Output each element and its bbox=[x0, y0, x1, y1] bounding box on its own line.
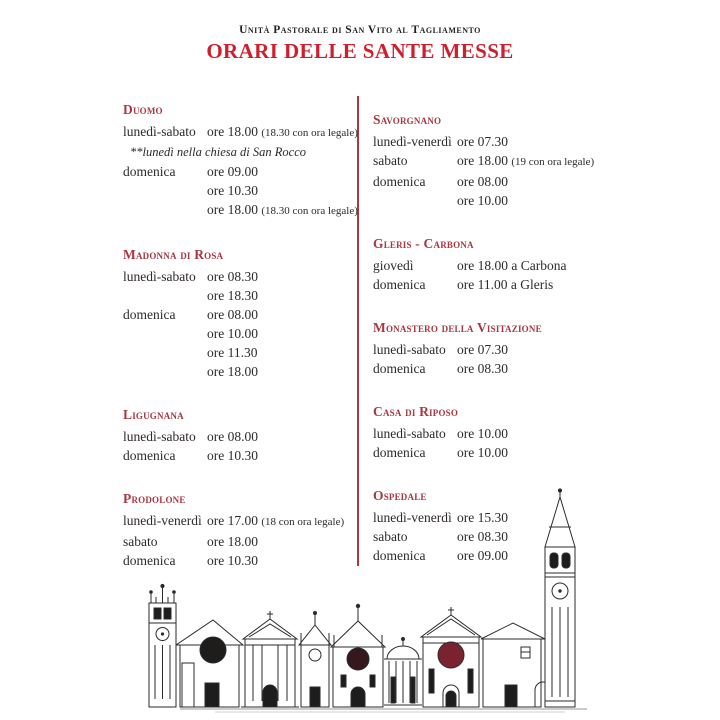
time-value: ore 15.30 bbox=[457, 510, 508, 525]
day-label bbox=[373, 191, 457, 210]
schedule-row bbox=[123, 200, 361, 221]
schedule-row bbox=[123, 162, 361, 181]
day-label: sabato bbox=[123, 534, 158, 549]
day-label: lunedì-venerdì bbox=[373, 134, 452, 149]
time-value: ore 09.00 bbox=[207, 164, 258, 179]
day-label: domenica bbox=[373, 361, 426, 376]
time-value: ore 18.00 (18.30 con ora legale) bbox=[207, 124, 358, 139]
schedule-row bbox=[123, 324, 361, 343]
day-label: lunedì-sabato bbox=[123, 124, 196, 139]
time-note: (18 con ora legale) bbox=[261, 516, 345, 528]
church-section bbox=[123, 247, 361, 381]
schedule-row bbox=[373, 275, 611, 294]
day-label bbox=[123, 343, 207, 362]
schedule-row bbox=[373, 340, 611, 359]
schedule-row bbox=[373, 191, 611, 210]
schedule-row bbox=[123, 427, 361, 446]
time-value: ore 09.00 bbox=[457, 548, 508, 563]
pastoral-unit-subtitle: Unità Pastorale di San Vito al Tagliamento bbox=[239, 24, 481, 36]
time-value: ore 18.00 a Carbona bbox=[457, 258, 567, 273]
schedule-row bbox=[373, 151, 611, 172]
day-label: domenica bbox=[373, 277, 426, 292]
day-label: domenica bbox=[373, 174, 426, 189]
church-section bbox=[123, 102, 361, 221]
schedule-row bbox=[123, 446, 361, 465]
schedule-row bbox=[373, 132, 611, 151]
schedule-row bbox=[373, 256, 611, 275]
church-name-heading: Madonna di Rosa bbox=[123, 247, 224, 262]
day-label: domenica bbox=[123, 553, 176, 568]
time-value: ore 10.00 bbox=[457, 445, 508, 460]
churches-skyline-illustration bbox=[125, 487, 595, 715]
day-label: lunedì-venerdì bbox=[123, 513, 202, 528]
time-value: ore 18.00 bbox=[207, 534, 258, 549]
day-label: giovedì bbox=[373, 258, 414, 273]
day-label: lunedì-sabato bbox=[373, 342, 446, 357]
day-label: domenica bbox=[373, 548, 426, 563]
schedule-row bbox=[123, 267, 361, 286]
church-section bbox=[373, 112, 611, 210]
schedule-row bbox=[123, 305, 361, 324]
schedule-row bbox=[373, 424, 611, 443]
time-value: ore 10.00 bbox=[207, 326, 258, 341]
time-value: ore 10.00 bbox=[457, 426, 508, 441]
day-label: domenica bbox=[123, 448, 176, 463]
church-section bbox=[373, 404, 611, 462]
church-name-heading: Prodolone bbox=[123, 491, 186, 506]
church-name-heading: Ligugnana bbox=[123, 407, 184, 422]
time-value: ore 08.00 bbox=[457, 174, 508, 189]
schedule-row bbox=[123, 181, 361, 200]
time-note: (18.30 con ora legale) bbox=[261, 205, 358, 217]
day-label: domenica bbox=[373, 445, 426, 460]
day-label: domenica bbox=[123, 164, 176, 179]
time-value: ore 18.00 (18.30 con ora legale) bbox=[207, 202, 358, 217]
time-value: ore 18.30 bbox=[207, 288, 258, 303]
day-label: lunedì-venerdì bbox=[373, 510, 452, 525]
church-section bbox=[123, 407, 361, 465]
time-value: ore 08.30 bbox=[207, 269, 258, 284]
time-value: ore 17.00 (18 con ora legale) bbox=[207, 513, 345, 528]
church-name-heading: Ospedale bbox=[373, 488, 427, 503]
time-value: ore 18.00 bbox=[207, 364, 258, 379]
church-section bbox=[373, 236, 611, 294]
time-value: ore 10.30 bbox=[207, 183, 258, 198]
time-value: ore 11.30 bbox=[207, 345, 258, 360]
time-value: ore 08.30 bbox=[457, 529, 508, 544]
time-value: ore 08.00 bbox=[207, 429, 258, 444]
church-name-heading: Casa di Riposo bbox=[373, 404, 459, 419]
church-name-heading: Monastero della Visitazione bbox=[373, 320, 542, 335]
schedule-row bbox=[123, 343, 361, 362]
time-value: ore 07.30 bbox=[457, 134, 508, 149]
schedule-footnote: **lunedì nella chiesa di San Rocco bbox=[130, 145, 307, 159]
day-label bbox=[123, 286, 207, 305]
time-value: ore 08.30 bbox=[457, 361, 508, 376]
time-value: ore 07.30 bbox=[457, 342, 508, 357]
day-label bbox=[123, 181, 207, 200]
page-title: ORARI DELLE SANTE MESSE bbox=[206, 39, 514, 63]
time-value: ore 10.30 bbox=[207, 553, 258, 568]
schedule-row bbox=[373, 359, 611, 378]
time-note: (18.30 con ora legale) bbox=[261, 127, 358, 139]
schedule-row bbox=[373, 443, 611, 462]
day-label: domenica bbox=[123, 307, 176, 322]
page-header bbox=[0, 24, 720, 64]
day-label: lunedì-sabato bbox=[373, 426, 446, 441]
church-name-heading: Savorgnano bbox=[373, 112, 442, 127]
time-value: ore 11.00 a Gleris bbox=[457, 277, 554, 292]
time-value: ore 10.00 bbox=[457, 193, 508, 208]
church-name-heading: Duomo bbox=[123, 102, 163, 117]
time-value: ore 18.00 (19 con ora legale) bbox=[457, 153, 595, 168]
schedule-row bbox=[123, 122, 361, 143]
day-label bbox=[123, 200, 207, 221]
schedule-row bbox=[373, 172, 611, 191]
day-label bbox=[123, 362, 207, 381]
church-section bbox=[373, 320, 611, 378]
time-value: ore 08.00 bbox=[207, 307, 258, 322]
day-label: lunedì-sabato bbox=[123, 429, 196, 444]
day-label bbox=[123, 324, 207, 343]
day-label: sabato bbox=[373, 153, 408, 168]
church-name-heading: Gleris - Carbona bbox=[373, 236, 474, 251]
time-value: ore 10.30 bbox=[207, 448, 258, 463]
schedule-row bbox=[123, 362, 361, 381]
time-note: (19 con ora legale) bbox=[511, 156, 595, 168]
day-label: sabato bbox=[373, 529, 408, 544]
schedule-row bbox=[123, 286, 361, 305]
day-label: lunedì-sabato bbox=[123, 269, 196, 284]
